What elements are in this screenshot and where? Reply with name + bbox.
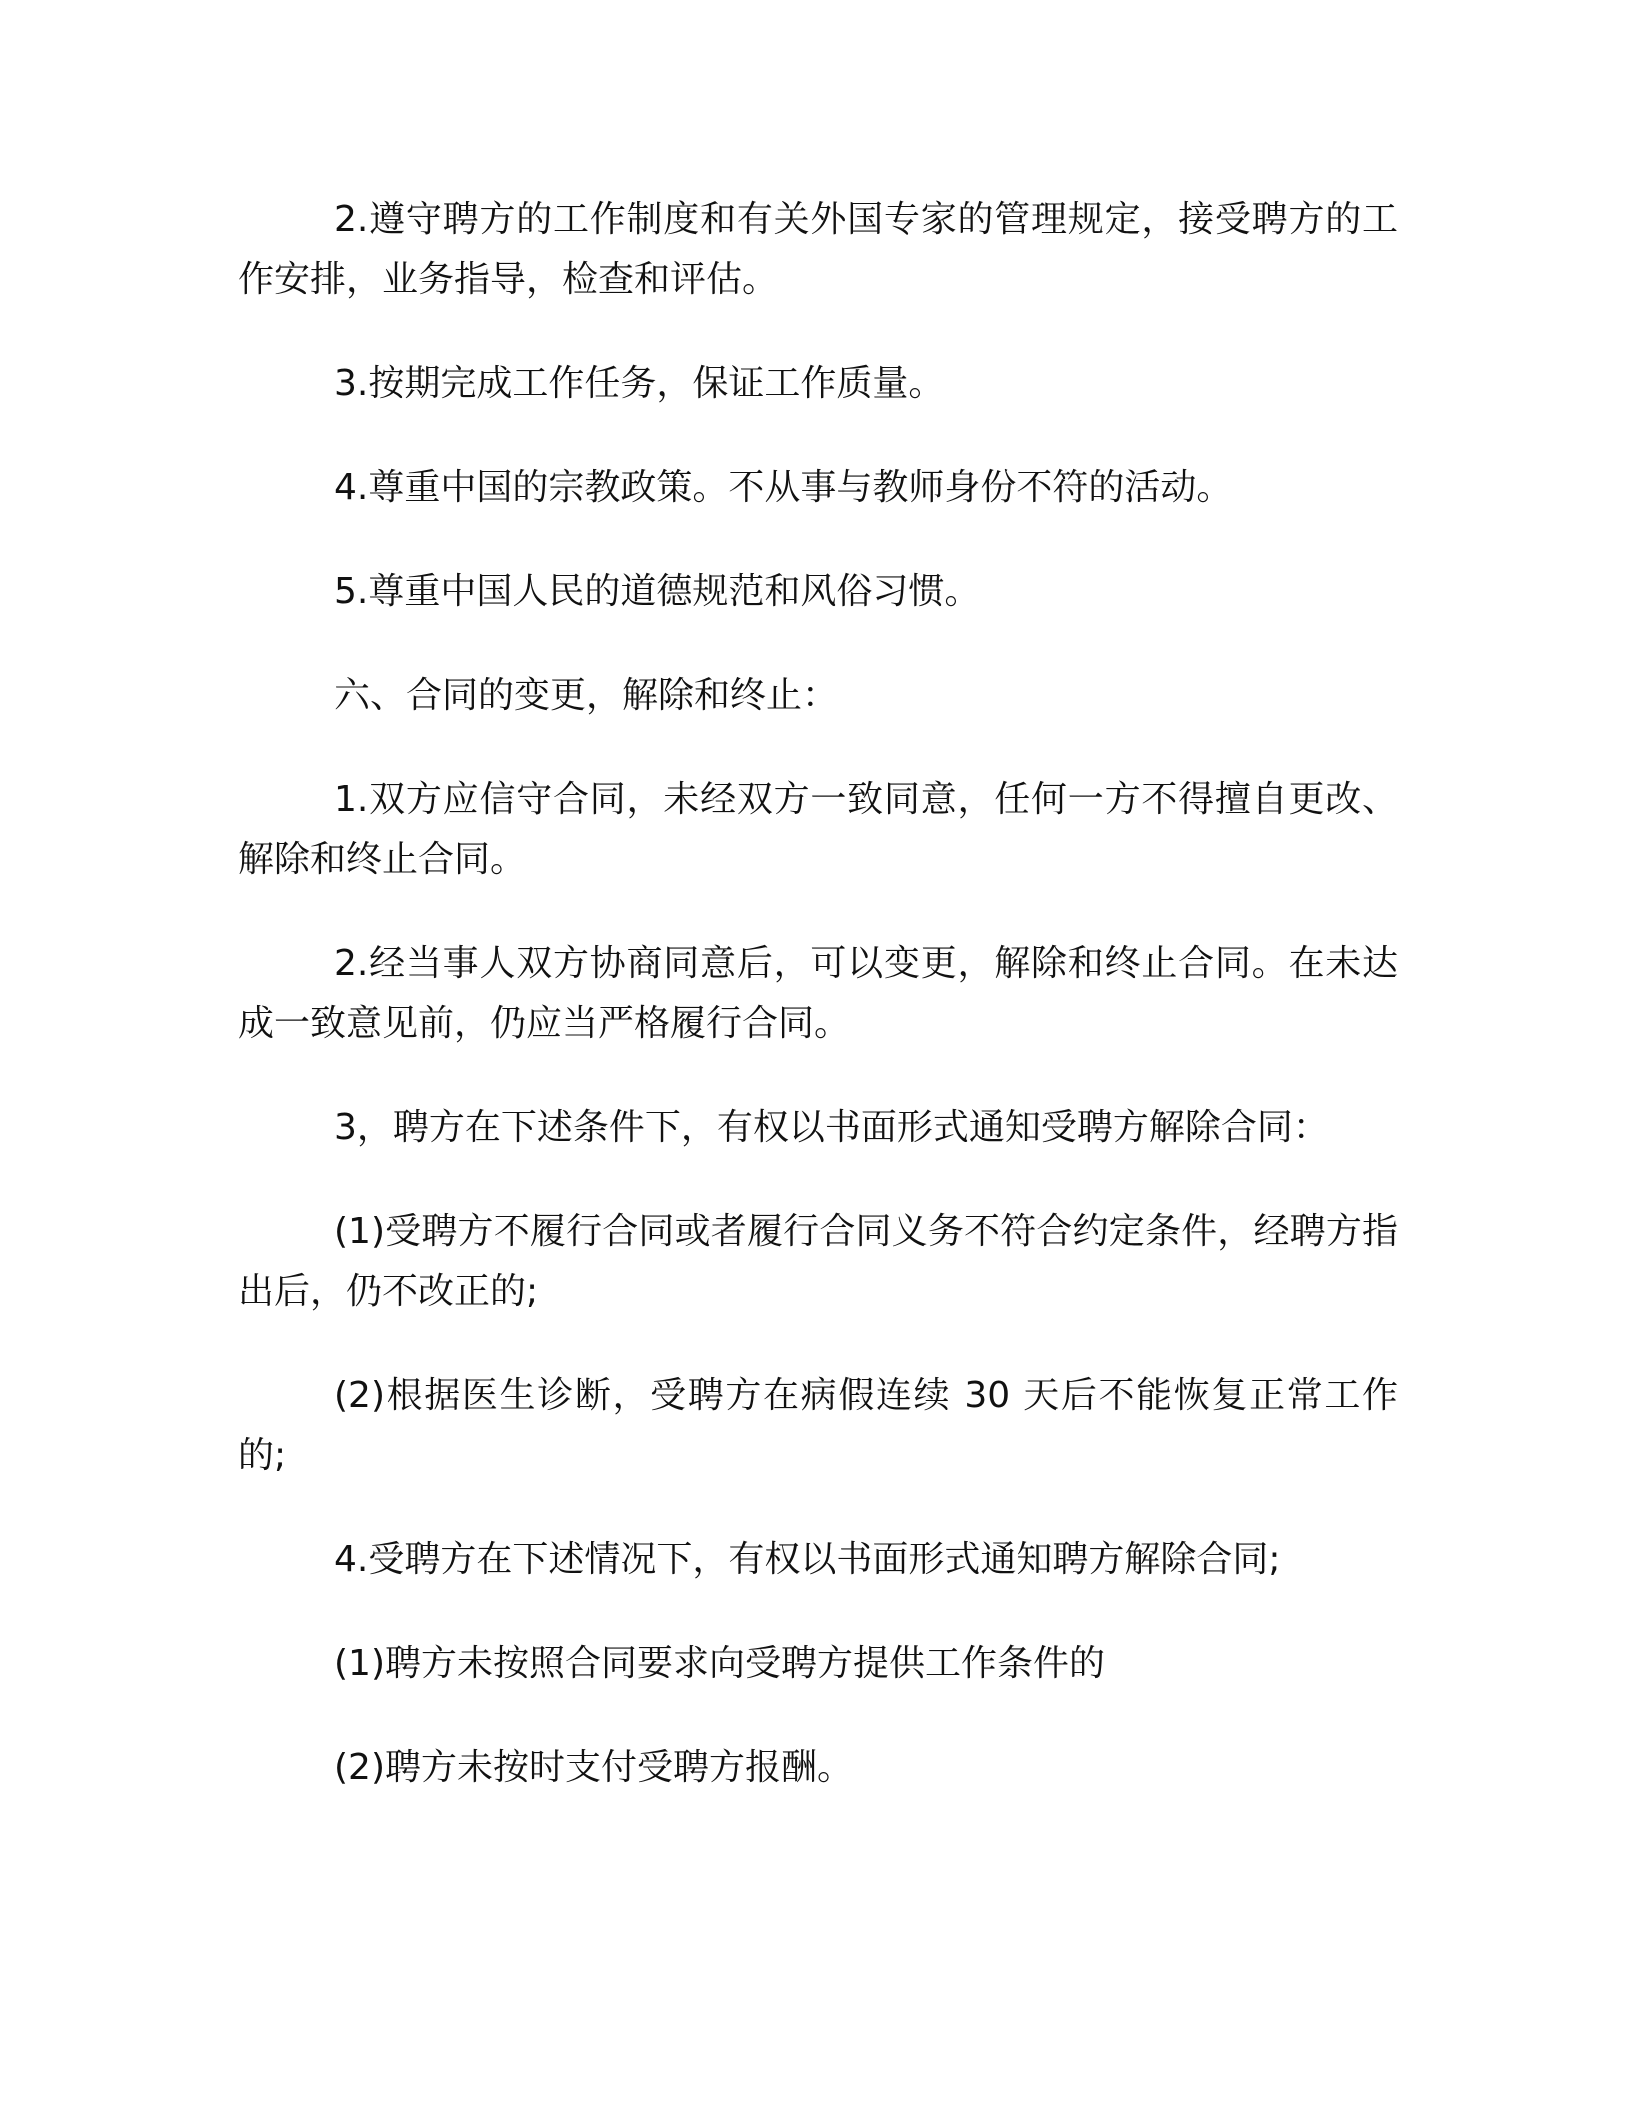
section-heading-six: 六、合同的变更，解除和终止： <box>334 675 839 716</box>
document-body <box>238 190 1398 1842</box>
paragraph-clause-3: 3，聘方在下述条件下，有权以书面形式通知受聘方解除合同： <box>334 1107 1329 1148</box>
paragraph-obligation-5: 5.尊重中国人民的道德规范和风俗习惯。 <box>334 571 981 612</box>
paragraph-obligation-3: 3.按期完成工作任务，保证工作质量。 <box>334 363 945 404</box>
paragraph-clause-3-item-2: (2)根据医生诊断，受聘方在病假连续 30 天后不能恢复正常工作的; <box>238 1375 1398 1476</box>
paragraph-clause-2: 2.经当事人双方协商同意后，可以变更，解除和终止合同。在未达成一致意见前，仍应当严格履行合同。 <box>238 943 1398 1044</box>
paragraph-obligation-4: 4.尊重中国的宗教政策。不从事与教师身份不符的活动。 <box>334 467 1233 508</box>
paragraph-clause-1: 1.双方应信守合同，未经双方一致同意，任何一方不得擅自更改、解除和终止合同。 <box>238 779 1398 880</box>
paragraph-clause-4-item-1: (1)聘方未按照合同要求向受聘方提供工作条件的 <box>334 1643 1105 1684</box>
paragraph-clause-4: 4.受聘方在下述情况下，有权以书面形式通知聘方解除合同; <box>334 1539 1281 1580</box>
paragraph-clause-4-item-2: (2)聘方未按时支付受聘方报酬。 <box>334 1747 853 1788</box>
paragraph-clause-3-item-1: (1)受聘方不履行合同或者履行合同义务不符合约定条件，经聘方指出后，仍不改正的; <box>238 1211 1398 1312</box>
paragraph-obligation-2: 2.遵守聘方的工作制度和有关外国专家的管理规定，接受聘方的工作安排，业务指导，检查和评估。 <box>238 199 1398 300</box>
